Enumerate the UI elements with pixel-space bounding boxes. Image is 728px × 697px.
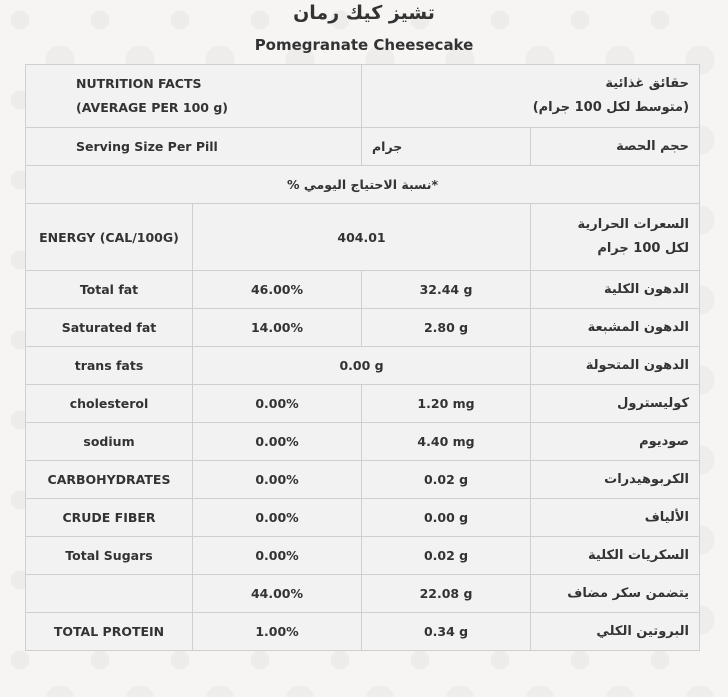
energy-label-ar bbox=[531, 204, 700, 271]
nutrient-row-carbohydrates bbox=[26, 461, 700, 499]
nutrient-daily-percent: 46.00% bbox=[193, 271, 362, 309]
nutrient-row-total-sugars bbox=[26, 537, 700, 575]
nutrient-amount: 0.02 g bbox=[362, 461, 531, 499]
nutrient-name-en: CRUDE FIBER bbox=[26, 499, 193, 537]
serving-size-row bbox=[26, 128, 700, 166]
nutrient-name-en: TOTAL PROTEIN bbox=[26, 613, 193, 651]
nutrient-daily-percent: 44.00% bbox=[193, 575, 362, 613]
nutrient-row-total-protein bbox=[26, 613, 700, 651]
nutrient-name-ar: البروتين الكلي bbox=[531, 613, 700, 651]
nutrient-row-cholesterol bbox=[26, 385, 700, 423]
nutrient-row-sodium bbox=[26, 423, 700, 461]
serving-size-label-ar: حجم الحصة bbox=[531, 128, 700, 166]
nutrient-name-en: Total fat bbox=[26, 271, 193, 309]
nutrient-daily-percent: 0.00% bbox=[193, 499, 362, 537]
nutrient-daily-percent: 0.00% bbox=[193, 461, 362, 499]
header-ar-line2: (متوسط لكل 100 جرام) bbox=[532, 100, 690, 115]
nutrient-amount: 22.08 g bbox=[362, 575, 531, 613]
nutrient-name-en bbox=[26, 575, 193, 613]
nutrient-name-en: cholesterol bbox=[26, 385, 193, 423]
header-en-line2: (AVERAGE PER 100 g) bbox=[76, 100, 228, 115]
nutrient-amount: 0.02 g bbox=[362, 537, 531, 575]
nutrient-amount: 0.00 g bbox=[362, 499, 531, 537]
nutrient-row-added-sugar bbox=[26, 575, 700, 613]
product-title-arabic: تشيز كيك رمان bbox=[293, 2, 435, 24]
energy-row bbox=[26, 204, 700, 271]
serving-size-value: جرام bbox=[362, 128, 531, 166]
nutrition-header-row bbox=[26, 65, 700, 128]
header-arabic bbox=[362, 65, 700, 128]
nutrient-name-en: Saturated fat bbox=[26, 309, 193, 347]
product-title-english: Pomegranate Cheesecake bbox=[254, 36, 474, 54]
nutrient-row-crude-fiber bbox=[26, 499, 700, 537]
nutrient-amount: 0.00 g bbox=[193, 347, 531, 385]
nutrient-daily-percent: 1.00% bbox=[193, 613, 362, 651]
nutrient-name-ar: كوليسترول bbox=[531, 385, 700, 423]
nutrient-name-ar: السكريات الكلية bbox=[531, 537, 700, 575]
daily-value-note: *نسبة الاحتياج اليومي % bbox=[26, 166, 700, 204]
serving-size-label-en: Serving Size Per Pill bbox=[26, 128, 362, 166]
header-en-line1: NUTRITION FACTS bbox=[76, 76, 202, 91]
header-ar-line1: حقائق غذائية bbox=[605, 76, 690, 91]
energy-ar-line1: السعرات الحرارية bbox=[577, 217, 690, 232]
nutrient-amount: 4.40 mg bbox=[362, 423, 531, 461]
nutrient-name-ar: الدهون الكلية bbox=[531, 271, 700, 309]
nutrient-name-ar: الدهون المشبعة bbox=[531, 309, 700, 347]
energy-value: 404.01 bbox=[193, 204, 531, 271]
nutrient-name-en: sodium bbox=[26, 423, 193, 461]
nutrient-name-ar: الألياف bbox=[531, 499, 700, 537]
nutrient-daily-percent: 0.00% bbox=[193, 385, 362, 423]
nutrient-name-ar: صوديوم bbox=[531, 423, 700, 461]
nutrient-name-ar: الدهون المتحولة bbox=[531, 347, 700, 385]
nutrient-amount: 1.20 mg bbox=[362, 385, 531, 423]
daily-value-row bbox=[26, 166, 700, 204]
nutrient-daily-percent: 14.00% bbox=[193, 309, 362, 347]
energy-label-en: ENERGY (CAL/100G) bbox=[26, 204, 193, 271]
nutrient-name-en: Total Sugars bbox=[26, 537, 193, 575]
nutrient-amount: 32.44 g bbox=[362, 271, 531, 309]
nutrient-name-en: CARBOHYDRATES bbox=[26, 461, 193, 499]
nutrient-row-saturated-fat bbox=[26, 309, 700, 347]
nutrient-row-total-fat bbox=[26, 271, 700, 309]
header-english bbox=[26, 65, 362, 128]
nutrient-name-ar: الكربوهيدرات bbox=[531, 461, 700, 499]
nutrient-amount: 2.80 g bbox=[362, 309, 531, 347]
nutrient-daily-percent: 0.00% bbox=[193, 423, 362, 461]
nutrient-row-trans-fats bbox=[26, 347, 700, 385]
nutrition-table bbox=[25, 64, 700, 651]
nutrient-name-en: trans fats bbox=[26, 347, 193, 385]
nutrient-name-ar: يتضمن سكر مضاف bbox=[531, 575, 700, 613]
energy-ar-line2: لكل 100 جرام bbox=[597, 241, 690, 256]
nutrient-daily-percent: 0.00% bbox=[193, 537, 362, 575]
nutrient-amount: 0.34 g bbox=[362, 613, 531, 651]
